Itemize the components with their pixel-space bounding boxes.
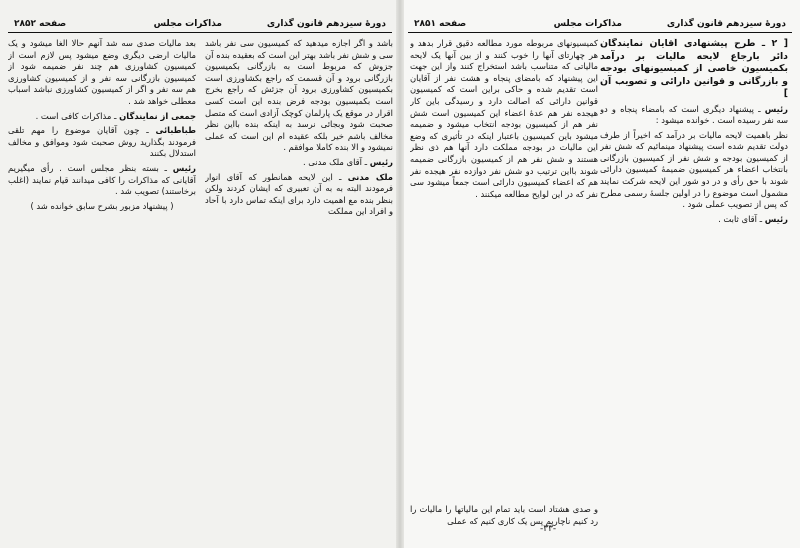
- text-column-right: [205, 38, 393, 533]
- speech-text: ـ آقای ثابت .: [718, 213, 763, 224]
- paragraph: [205, 172, 393, 218]
- paragraph: کمیسیونهای مربوطه مورد مطالعه دقیق قرار بدهد و هر چهارتای آنها را خوب کنند و از بین آنها یک لایحه مالیاتی که متناسب باشد استخراج کنند واز این جهت این پیشنهاد که بامضای پنجاه و هشت نفر از آقایان است تقدیم شده و حاکی براین است که کمیسیون قوانین دارائی که اصالت دارد و رسیدگی باین کار هیجده نفر هم عدهٔ اعضاء این کمیسیون است شش نفر هم از کمیسیون بودجه انتخاب میشود و ضمیمه میشود باین کمیسیون باعتبار اینکه در تأثیری که وضع این مالیات در بودجه مملکت دارد آنها هم ذی نظر هستند و شش نفر هم از کمیسیون بازرگانی ضمیمه شوند بااین ترتیب دو شش نفر دوازده نفر هیجده نفر هم که اعضاء کمیسیون دارائی است جمعاً میشود سی نفر که در این لوایح مطالعه میکنند .: [410, 38, 598, 199]
- section-title: مذاکرات مجلس: [153, 19, 222, 29]
- journal-title: دورهٔ سیزدهم قانون گذاری: [666, 19, 786, 29]
- speaker-name: رئیس: [369, 156, 393, 167]
- agenda-item-heading: [ ۲ ـ طرح پیشنهادی آقایان نمایندگان دائر بارجاع لایحه مالیات بر درآمد بکمیسیون خاصی از کمیسیونهای بودجه و بازرگانی و قوانین دارائی و تصویب آن ]: [600, 38, 788, 99]
- footer-page-number: -۳۳-: [540, 524, 557, 534]
- speaker-name: رئیس: [764, 103, 788, 114]
- speech-text: ـ چون آقایان موضوع را مهم تلقی فرمودند بگذارید روش صحبت شود وموافق و مخالف استدلال بکنند: [8, 125, 196, 159]
- paragraph: باشد و اگر اجازه میدهید که کمیسیون سی نفر باشد سی و شش نفر باشد بهتر این است که بعقیده بنده آن جزوش که مربوط است به بازرگانی بکمیسیون بازرگانی برود و آن قسمت که راجع بکشاورزی است بکمیسیون کشاورزی برود آن جزئش که راجع بخرج است بکمیسیون بودجه فرض بنده این است کسی اقرار در موقع یک پارلمان کوچک آزادی است که متصل صحبت شود وبجائی نرسد به اینکه بنده بااین نظر مخالف باشم خیر بلکه عقیده ام این است که عملی نمیشود و الا بنده کاملا موافقم .: [205, 38, 393, 153]
- paragraph: [8, 125, 196, 160]
- paragraph: و صدی هشتاد است باید تمام این مالیاتها را مالیات را رد کنیم ناچاریم پس یک کاری کنیم که عملی: [410, 504, 598, 526]
- book-gutter: [396, 0, 404, 548]
- speaker-name: رئیس: [764, 213, 788, 224]
- journal-title: دورهٔ سیزدهم قانون گذاری: [266, 19, 386, 29]
- speaker-name: طباطبائی: [155, 125, 196, 136]
- text-column-left: [410, 38, 598, 533]
- paragraph: [8, 111, 196, 123]
- note: ( پیشنهاد مزبور بشرح سابق خوانده شد ): [30, 200, 174, 211]
- paragraph: بعد مالیات صدی سه شد آنهم حالا الغا میشود و یک مالیات ارضی دیگری وضع میشود پس لازم است از کمیسیون کشاورزی هم چند نفر ضمیمه شود از کمیسیون بازرگانی سه نفر و از کمیسیون کشاورزی هم سه نفر و اگر از کمیسیون کشاورزی نباشد اسباب معطلی خواهد شد .: [8, 38, 196, 106]
- text-column-right: [600, 38, 788, 533]
- text-column-left: [8, 38, 196, 533]
- speaker-name: رئیس: [172, 162, 196, 173]
- paragraph: [205, 157, 393, 169]
- page-header: [408, 18, 792, 33]
- speaker-name: ملک مدنی: [347, 171, 393, 182]
- speaker-name: جمعی از نمایندگان: [119, 110, 196, 121]
- page-header: [8, 18, 392, 33]
- right-page: [400, 0, 800, 548]
- paragraph: [600, 104, 788, 127]
- speech-text: ـ پیشنهاد دیگری است که بامضاء پنجاه و دو سه نفر رسیده است . خوانده میشود :: [600, 103, 788, 126]
- page-number: صفحه ۲۸۵۲: [14, 19, 67, 29]
- speech-text: ـ بسته بنظر مجلس است . رأی میگیریم آقایانی که مذاکرات را کافی میدانند قیام نمایند (اغلب برخاستند) تصویب شد .: [8, 162, 196, 197]
- paragraph: [600, 214, 788, 226]
- speech-text: ـ آقای ملک مدنی .: [302, 156, 368, 167]
- page-number: صفحه ۲۸۵۱: [414, 19, 467, 29]
- paragraph: نظر باهمیت لایحه مالیات بر درآمد که اخیراً از طرف دولت تقدیم شده است پیشنهاد مینمائیم که شش نفر از کمیسیون بودجه و شش نفر از کمیسیون بازرگانی بانتخاب اعضاء هر کمیسیون ضمیمهٔ کمیسیون دارائی شوند با حق رأی و در دو شور این لایحه شرکت نمایند مشمول است موضوع را در اولین جلسهٔ رسمی مطرح که پس از تصویب عملی شود .: [600, 129, 788, 210]
- speech-text: ـ این لایحه همانطور که آقای انوار فرمودند البته به به آن تعبیری که ایشان کردند ولکن بنظر بنده مع اهمیت دارد برای اینکه تماس دارد با آحاد و افراد این مملکت: [205, 171, 393, 217]
- speech-text: ـ مذاکرات کافی است .: [35, 110, 117, 121]
- section-title: مذاکرات مجلس: [553, 19, 622, 29]
- paragraph: [8, 163, 196, 198]
